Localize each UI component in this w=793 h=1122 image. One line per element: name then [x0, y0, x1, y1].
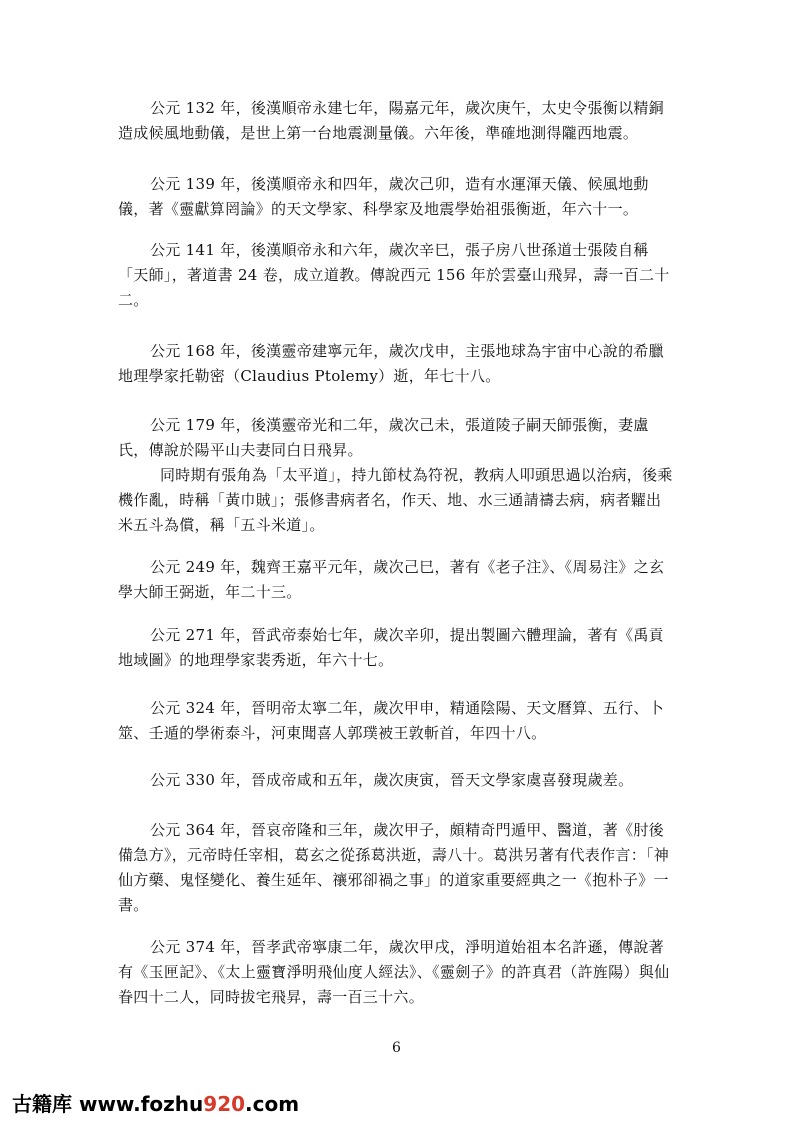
entry-249: [118, 555, 674, 605]
entry-271: [118, 623, 674, 673]
watermark-url-prefix: www.fozhu: [78, 1092, 204, 1116]
entry-paragraph: 公元 132 年，後漢順帝永建七年，陽嘉元年，歲次庚午，太史令張衡以精銅造成候風地動儀，是世上第一台地震測量儀。六年後，準確地測得隴西地震。: [118, 99, 664, 142]
entry-139: [118, 172, 674, 222]
entry-paragraph: 公元 141 年，後漢順帝永和六年，歲次辛巳，張子房八世孫道士張陵自稱「天師」，著道書 24 卷，成立道教。傳說西元 156 年於雲臺山飛昇，壽一百二十二。: [118, 241, 670, 309]
entry-179: [118, 413, 674, 538]
entry-paragraph: 公元 364 年，晉哀帝隆和三年，歲次甲子，頗精奇門遁甲、醫道，著《肘後備急方》，元帝時任宰相，葛玄之從孫葛洪逝，壽八十。葛洪另著有代表作言：「神仙方藥、鬼怪變化、養生延年、禳邪卻禍之事」的道家重要經典之一《抱朴子》一書。: [118, 821, 670, 914]
site-watermark: [12, 1088, 299, 1117]
entry-132: [118, 96, 674, 146]
entry-141: [118, 238, 674, 313]
entry-paragraph: 公元 139 年，後漢順帝永和四年，歲次己卯，造有水運渾天儀、候風地動儀，著《靈獻算罔論》的天文學家、科學家及地震學始祖張衡逝，年六十一。: [118, 175, 649, 218]
watermark-url-digits: 920: [203, 1092, 246, 1116]
watermark-brand: 古籍库: [12, 1092, 72, 1116]
entry-paragraph: 公元 330 年，晉成帝咸和五年，歲次庚寅，晉天文學家虞喜發現歲差。: [150, 771, 634, 789]
entry-paragraph: 公元 374 年，晉孝武帝寧康二年，歲次甲戌，淨明道始祖本名許遜，傳說著有《玉匣記》、《太上靈寶淨明飛仙度人經法》、《靈劍子》的許真君（許旌陽）與仙眷四十二人，同時拔宅飛昇，壽一百三十六。: [118, 938, 670, 1006]
entry-374: [118, 935, 674, 1010]
watermark-url-suffix: .com: [245, 1092, 300, 1116]
entry-sub-paragraph: 同時期有張角為「太平道」，持九節杖為符祝，教病人叩頭思過以治病，後乘機作亂，時稱「黃巾賊」；張修書病者名，作天、地、水三通請禱去病，病者糶出米五斗為償，稱「五斗米道」。: [118, 466, 673, 534]
entry-paragraph: 公元 324 年，晉明帝太寧二年，歲次甲申，精通陰陽、天文曆算、五行、卜筮、壬遁的學術泰斗，河東聞喜人郭璞被王敦斬首，年四十八。: [118, 699, 664, 742]
entry-168: [118, 339, 674, 389]
entry-paragraph: 公元 271 年，晉武帝泰始七年，歲次辛卯，提出製圖六體理論，著有《禹貢地域圖》的地理學家裴秀逝，年六十七。: [118, 626, 664, 669]
page-number: 6: [392, 1040, 401, 1056]
entry-paragraph: 公元 249 年，魏齊王嘉平元年，歲次己巳，著有《老子注》、《周易注》之玄學大師王弼逝，年二十三。: [118, 558, 665, 601]
entry-330: [118, 768, 674, 793]
entry-324: [118, 696, 674, 746]
entry-paragraph: 公元 179 年，後漢靈帝光和二年，歲次己未，張道陵子嗣天師張衡，妻盧氏，傳說於陽平山夫妻同白日飛昇。: [118, 416, 649, 459]
entry-364: [118, 818, 674, 918]
entry-paragraph: 公元 168 年，後漢靈帝建寧元年，歲次戊申，主張地球為宇宙中心說的希臘地理學家托勒密（Claudius Ptolemy）逝，年七十八。: [118, 342, 664, 385]
